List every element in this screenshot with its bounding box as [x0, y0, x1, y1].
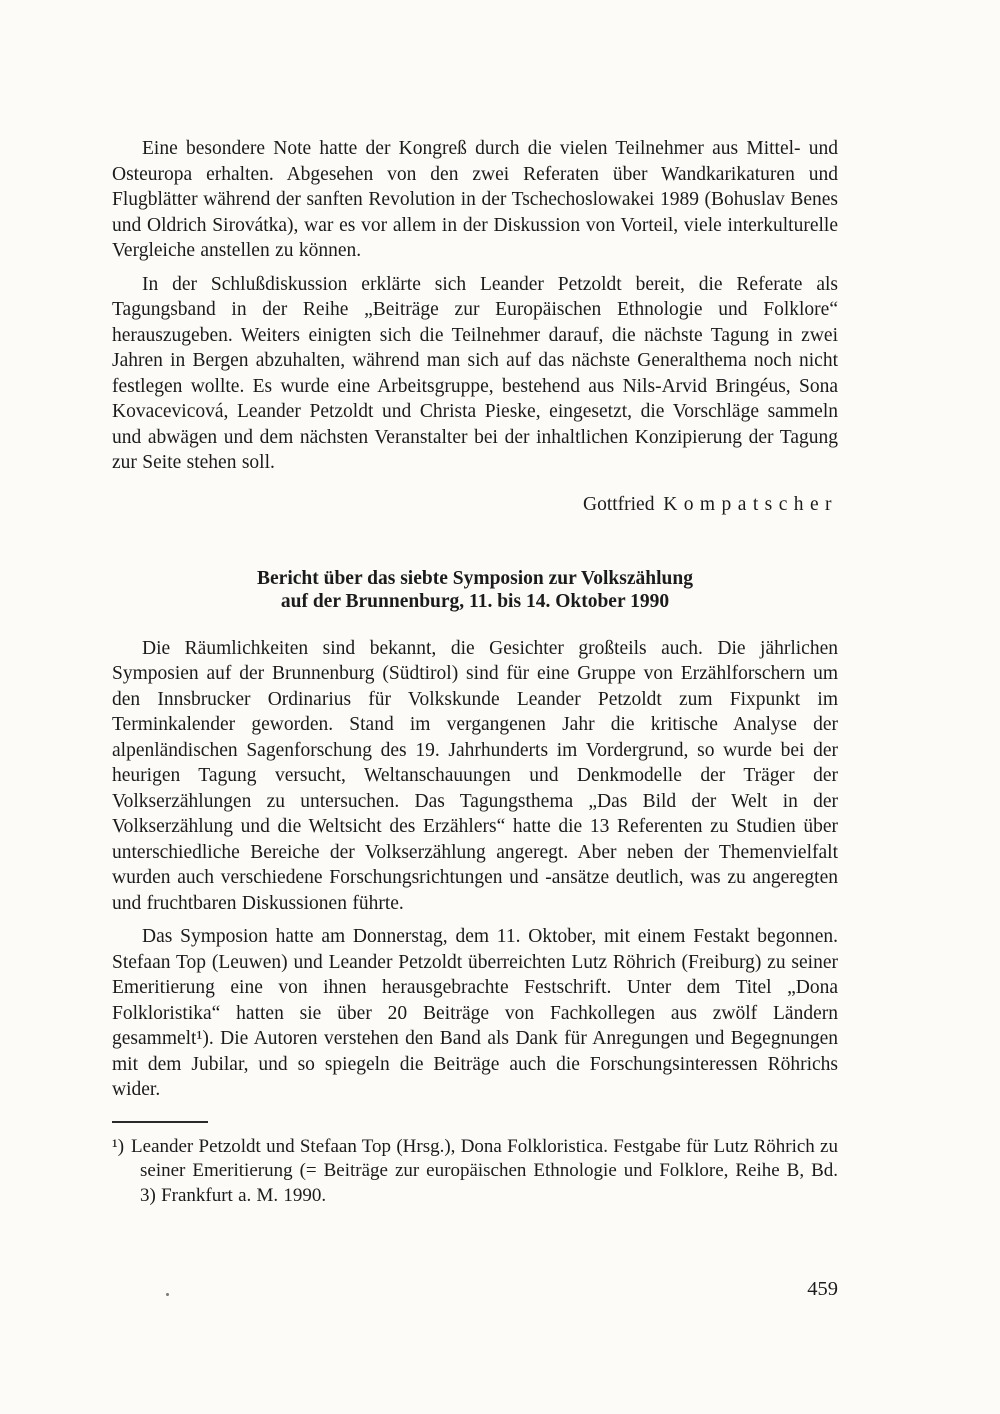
body-paragraph: Die Räumlichkeiten sind bekannt, die Gesichter großteils auch. Die jährlichen Symposien auf der Brunnenburg (Südtirol) sind für eine Gruppe von Erzählforschern um den Innsbrucker Ordinarius für Volkskunde Leander Petzoldt zum Fixpunkt im Terminkalender geworden. Stand im vergangenen Jahr die kritische Analyse der alpenländischen Sagenforschung des 19. Jahrhunderts im Vordergrund, so wurde bei der heurigen Tagung versucht, Weltanschauungen und Denkmodelle der Träger der Volkserzählungen zu untersuchen. Das Tagungsthema „Das Bild der Welt in der Volkserzählung und die Weltsicht des Erzählers“ hatte die 13 Referenten zu Studien über unterschiedliche Bereiche der Volkserzählung angeregt. Aber neben der Themenvielfalt wurden auch verschiedene Forschungsrichtungen und -ansätze deutlich, was zu angeregten und fruchtbaren Diskussionen führte. — [112, 637, 838, 914]
section-heading-line2: auf der Brunnenburg, 11. bis 14. Oktober 1990 — [280, 591, 670, 612]
footnote-divider — [112, 1121, 208, 1123]
body-paragraph: Eine besondere Note hatte der Kongreß durch die vielen Teilnehmer aus Mittel- und Osteuropa erhalten. Abgesehen von den zwei Referaten über Wandkarikaturen und Flugblätter während der sanften Revolution in der Tschechoslowakei 1989 (Bohuslav Benes und Oldrich Sirovátka), war es vor allem in der Diskussion von Vorteil, viele interkulturelle Vergleiche anstellen zu können. — [112, 138, 838, 261]
author-signature — [112, 492, 838, 517]
footnote-marker: ¹) — [112, 1135, 125, 1157]
body-paragraph: In der Schlußdiskussion erklärte sich Leander Petzoldt bereit, die Referate als Tagungsband in der Reihe „Beiträge zur Europäischen Ethnologie und Folklore“ herauszugeben. Weiters einigten sich die Teilnehmer darauf, die nächste Tagung in zwei Jahren in Bergen abzuhalten, während man sich auf das nächste Generalthema noch nicht festlegen wollte. Es wurde eine Arbeitsgruppe, bestehend aus Nils-Arvid Bringéus, Sona Kovacevicová, Leander Petzoldt und Christa Pieske, eingesetzt, die Vorschläge sammeln und abwägen und dem nächsten Veranstalter bei der inhaltlichen Konzipierung der Tagung zur Seite stehen soll. — [112, 273, 838, 473]
author-first-name: Gottfried — [582, 493, 655, 515]
text-block — [112, 136, 838, 1208]
page-number: 459 — [807, 1278, 838, 1300]
footnote — [112, 1135, 838, 1209]
body-paragraph: Das Symposion hatte am Donnerstag, dem 11. Oktober, mit einem Festakt begonnen. Stefaan Top (Leuwen) und Leander Petzoldt überreichten Lutz Röhrich (Freiburg) zu seiner Emeritierung eine von ihnen herausgebrachte Festschrift. Unter dem Titel „Dona Folkloristika“ hatten sie über 20 Beiträge von Fachkollegen aus zwölf Ländern gesammelt¹). Die Autoren verstehen den Band als Dank für Anregungen und Begegnungen mit dem Jubilar, und so spiegeln die Beiträge auch die Forschungsinteressen Röhrichs wider. — [112, 926, 838, 1100]
section-heading-line1: Bericht über das siebte Symposion zur Volkszählung — [257, 567, 693, 589]
author-last-name: Kompatscher — [663, 493, 838, 515]
footnote-text: Leander Petzoldt und Stefaan Top (Hrsg.), Dona Folkloristica. Festgabe für Lutz Röhrich zu seiner Emeritierung (= Beiträge zur europäischen Ethnologie und Folklore, Reihe B, Bd. 3) Frankfurt a. M. 1990. — [131, 1135, 838, 1206]
section-heading — [112, 567, 838, 614]
